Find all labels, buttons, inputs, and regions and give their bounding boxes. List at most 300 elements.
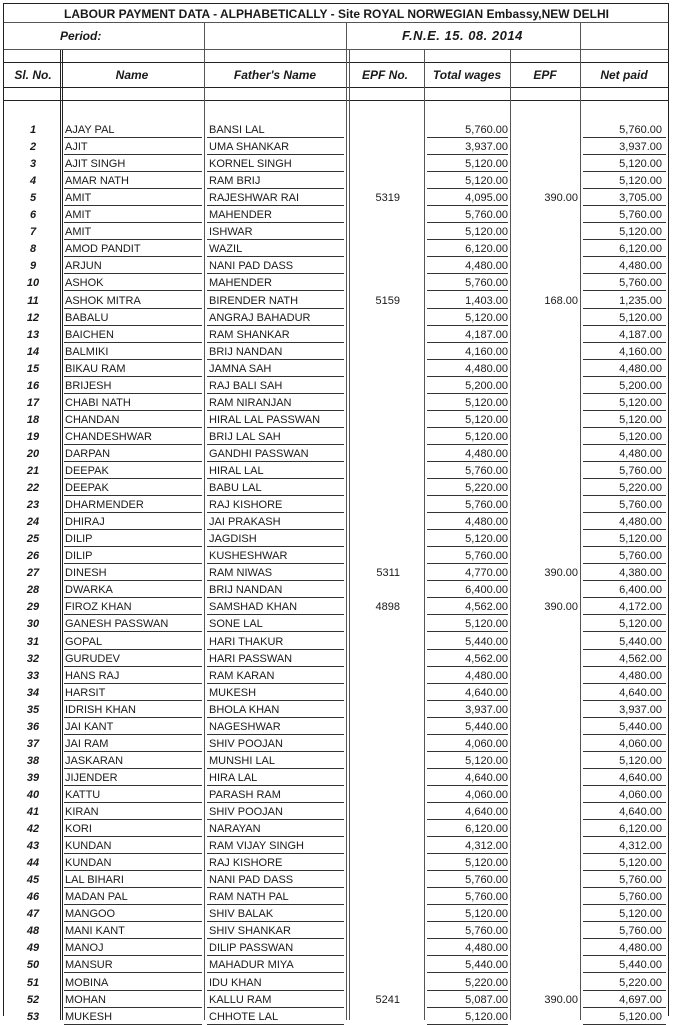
total-wages-cell: 6,120.00: [465, 243, 508, 256]
net-paid-cell: 5,760.00: [619, 277, 662, 290]
table-row: [4, 292, 668, 309]
father-name-cell: MAHENDER: [209, 209, 272, 222]
net-paid-cell: 4,562.00: [619, 652, 662, 665]
table-row: [4, 274, 668, 291]
epf-cell: 390.00: [544, 192, 578, 205]
grid-line: [204, 23, 205, 1020]
epf-cell: 390.00: [544, 993, 578, 1006]
net-paid-cell: 4,172.00: [619, 601, 662, 614]
net-paid-cell: 4,640.00: [619, 806, 662, 818]
father-name-cell: RAM KARAN: [209, 669, 275, 682]
table-row: [4, 530, 668, 547]
total-wages-cell: 5,120.00: [465, 226, 508, 239]
table-row: [4, 172, 668, 189]
table-row: [4, 803, 668, 820]
father-name-cell: KALLU RAM: [209, 993, 272, 1006]
name-cell: BALMIKI: [65, 345, 109, 358]
father-name-cell: RAM SHANKAR: [209, 328, 290, 341]
table-row: [4, 701, 668, 718]
father-name-cell: BHOLA KHAN: [209, 703, 280, 716]
total-wages-cell: 4,160.00: [465, 345, 508, 358]
sl-no-cell: 13: [26, 328, 40, 341]
sl-no-cell: 31: [26, 635, 40, 648]
name-cell: AMIT: [65, 209, 92, 222]
sl-no-cell: 29: [26, 601, 40, 614]
table-row: [4, 343, 668, 360]
name-cell: IDRISH KHAN: [65, 703, 136, 716]
net-paid-cell: 4,480.00: [619, 447, 662, 460]
net-paid-cell: 4,060.00: [619, 737, 662, 750]
total-wages-cell: 5,120.00: [465, 413, 508, 426]
net-paid-cell: 4,380.00: [619, 567, 662, 580]
sl-no-cell: 48: [26, 925, 40, 938]
father-name-cell: WAZIL: [209, 243, 243, 256]
epf-no-cell: 4898: [375, 601, 400, 614]
total-wages-cell: 5,120.00: [465, 754, 508, 767]
spacer-row: [4, 88, 668, 101]
father-name-cell: CHHOTE LAL: [209, 1010, 279, 1023]
epf-no-cell: 5311: [376, 567, 400, 580]
net-paid-cell: 5,120.00: [619, 618, 662, 631]
total-wages-cell: 6,400.00: [465, 584, 508, 597]
total-wages-cell: 4,187.00: [465, 328, 508, 341]
sl-no-cell: 32: [26, 652, 40, 665]
net-paid-cell: 4,640.00: [619, 771, 662, 784]
name-cell: AJIT SINGH: [65, 158, 126, 171]
total-wages-cell: 5,440.00: [465, 635, 508, 648]
total-wages-cell: 3,937.00: [465, 141, 508, 154]
father-name-cell: NANI PAD DASS: [209, 260, 294, 273]
table-row: [4, 786, 668, 803]
sl-no-cell: 15: [26, 362, 40, 375]
table-row: [4, 462, 668, 479]
epf-no-cell: 5319: [375, 192, 400, 205]
total-wages-cell: 4,480.00: [465, 516, 508, 529]
net-paid-cell: 5,120.00: [619, 226, 662, 239]
col-header-sl-no: Sl. No.: [14, 68, 52, 82]
sl-no-cell: 25: [26, 533, 40, 546]
father-name-cell: RAM BRIJ: [209, 175, 261, 188]
table-row: [4, 956, 668, 973]
name-cell: HANS RAJ: [65, 669, 120, 682]
table-row: [4, 445, 668, 462]
sl-no-cell: 46: [26, 891, 40, 904]
father-name-cell: SHIV SHANKAR: [209, 925, 291, 938]
sl-no-cell: 44: [26, 857, 40, 870]
grid-line: [62, 50, 63, 1020]
net-paid-cell: 4,060.00: [619, 788, 662, 801]
sl-no-cell: 41: [26, 806, 40, 818]
father-name-cell: NARAYAN: [209, 823, 261, 836]
net-paid-cell: 4,480.00: [619, 260, 662, 273]
name-cell: JASKARAN: [65, 754, 124, 767]
total-wages-cell: 5,120.00: [465, 430, 508, 443]
net-paid-cell: 5,120.00: [619, 533, 662, 546]
net-paid-cell: 5,440.00: [619, 720, 662, 733]
net-paid-cell: 4,480.00: [619, 362, 662, 375]
net-paid-cell: 5,760.00: [619, 891, 662, 904]
name-cell: ASHOK MITRA: [65, 294, 141, 307]
total-wages-cell: 5,120.00: [465, 311, 508, 324]
father-name-cell: SHIV POOJAN: [209, 806, 283, 818]
table-row: [4, 564, 668, 581]
sl-no-cell: 1: [29, 124, 37, 136]
net-paid-cell: 4,697.00: [619, 993, 662, 1006]
grid-line: [510, 50, 511, 1020]
name-cell: KORI: [65, 823, 92, 836]
sl-no-cell: 50: [26, 959, 40, 972]
net-paid-cell: 5,760.00: [619, 209, 662, 222]
total-wages-cell: 5,440.00: [465, 720, 508, 733]
total-wages-cell: 4,640.00: [465, 686, 508, 699]
grid-line: [60, 50, 61, 1020]
name-cell: JIJENDER: [65, 771, 118, 784]
name-cell: DWARKA: [65, 584, 113, 597]
sl-no-cell: 3: [29, 158, 37, 171]
total-wages-cell: 5,120.00: [465, 618, 508, 631]
total-wages-cell: 5,760.00: [465, 550, 508, 563]
father-name-cell: MAHADUR MIYA: [209, 959, 294, 972]
net-paid-cell: 5,120.00: [619, 908, 662, 921]
blank-row: [4, 50, 668, 63]
table-row: [4, 240, 668, 257]
name-cell: BIKAU RAM: [65, 362, 126, 375]
total-wages-cell: 5,760.00: [465, 891, 508, 904]
father-name-cell: MUNSHI LAL: [209, 754, 276, 767]
father-name-cell: RAJ KISHORE: [209, 857, 283, 870]
sl-no-cell: 8: [29, 243, 37, 256]
father-name-cell: NANI PAD DASS: [209, 874, 294, 887]
father-name-cell: HARI THAKUR: [209, 635, 284, 648]
total-wages-cell: 5,440.00: [465, 959, 508, 972]
sl-no-cell: 33: [26, 669, 40, 682]
father-name-cell: SHIV BALAK: [209, 908, 274, 921]
father-name-cell: RAJ KISHORE: [209, 499, 283, 512]
sl-no-cell: 37: [26, 737, 40, 750]
father-name-cell: JAGDISH: [209, 533, 257, 546]
total-wages-cell: 5,120.00: [465, 396, 508, 409]
sl-no-cell: 4: [29, 175, 37, 188]
table-row: [4, 871, 668, 888]
net-paid-cell: 6,120.00: [619, 823, 662, 836]
sl-no-cell: 51: [26, 976, 40, 989]
name-cell: AMOD PANDIT: [65, 243, 141, 256]
name-cell: DHARMENDER: [65, 499, 144, 512]
table-row: [4, 189, 668, 206]
father-name-cell: KORNEL SINGH: [209, 158, 292, 171]
name-cell: AMIT: [65, 226, 92, 239]
sl-no-cell: 34: [26, 686, 40, 699]
sl-no-cell: 7: [29, 226, 37, 239]
table-row: [4, 888, 668, 905]
total-wages-cell: 5,120.00: [465, 533, 508, 546]
table-row: [4, 394, 668, 411]
father-name-cell: JAMNA SAH: [209, 362, 272, 375]
sl-no-cell: 21: [26, 465, 40, 477]
father-name-cell: ISHWAR: [209, 226, 253, 239]
sheet-title-bar: [4, 4, 668, 23]
net-paid-cell: 5,440.00: [619, 959, 662, 972]
epf-no-cell: 5241: [375, 993, 400, 1006]
name-cell: AJIT: [65, 141, 88, 154]
cell-underline: [427, 1024, 508, 1025]
sl-no-cell: 19: [26, 430, 40, 443]
net-paid-cell: 3,705.00: [619, 192, 662, 205]
sl-no-cell: 40: [26, 788, 40, 801]
name-cell: KATTU: [65, 788, 101, 801]
father-name-cell: BRIJ NANDAN: [209, 584, 283, 597]
sl-no-cell: 9: [29, 260, 37, 273]
name-cell: JAI KANT: [65, 720, 114, 733]
net-paid-cell: 5,120.00: [619, 430, 662, 443]
total-wages-cell: 4,562.00: [465, 652, 508, 665]
sl-no-cell: 17: [26, 396, 40, 409]
sl-no-cell: 6: [29, 209, 37, 222]
epf-cell: 168.00: [544, 294, 578, 307]
sl-no-cell: 26: [26, 550, 40, 563]
father-name-cell: RAM NATH PAL: [209, 891, 289, 904]
grid-line: [424, 50, 425, 1020]
net-paid-cell: 5,120.00: [619, 857, 662, 870]
total-wages-cell: 4,480.00: [465, 447, 508, 460]
period-row: [4, 23, 668, 50]
father-name-cell: BRIJ LAL SAH: [209, 430, 281, 443]
sl-no-cell: 52: [26, 993, 40, 1006]
grid-line: [346, 23, 347, 1020]
grid-line: [580, 23, 581, 1020]
father-name-cell: RAJESHWAR RAI: [209, 192, 300, 205]
col-header-name: Name: [115, 68, 149, 82]
father-name-cell: IDU KHAN: [209, 976, 262, 989]
total-wages-cell: 4,060.00: [465, 788, 508, 801]
col-header-epf: EPF: [533, 68, 557, 82]
father-name-cell: HIRAL LAL: [209, 465, 264, 477]
name-cell: KIRAN: [65, 806, 99, 818]
net-paid-cell: 5,120.00: [619, 1010, 662, 1023]
sl-no-cell: 28: [26, 584, 40, 597]
net-paid-cell: 5,760.00: [619, 925, 662, 938]
name-cell: LAL BIHARI: [65, 874, 124, 887]
cell-underline: [64, 1024, 202, 1025]
total-wages-cell: 5,220.00: [465, 976, 508, 989]
name-cell: MOHAN: [65, 993, 106, 1006]
table-row: [4, 309, 668, 326]
net-paid-cell: 5,760.00: [619, 465, 662, 477]
sl-no-cell: 14: [26, 345, 40, 358]
total-wages-cell: 4,060.00: [465, 737, 508, 750]
net-paid-cell: 5,120.00: [619, 311, 662, 324]
father-name-cell: PARASH RAM: [209, 788, 281, 801]
sl-no-cell: 22: [26, 482, 40, 495]
net-paid-cell: 5,220.00: [619, 482, 662, 495]
table-row: [4, 991, 668, 1008]
name-cell: MUKESH: [65, 1010, 113, 1023]
net-paid-cell: 1,235.00: [619, 294, 662, 307]
sl-no-cell: 42: [26, 823, 40, 836]
name-cell: AJAY PAL: [65, 124, 115, 136]
epf-no-cell: 5159: [375, 294, 400, 307]
table-row: [4, 820, 668, 837]
total-wages-cell: 5,120.00: [465, 1010, 508, 1023]
total-wages-cell: 4,562.00: [465, 601, 508, 614]
name-cell: FIROZ KHAN: [65, 601, 132, 614]
father-name-cell: GANDHI PASSWAN: [209, 447, 309, 460]
table-row: [4, 752, 668, 769]
grid-line: [349, 50, 350, 1020]
net-paid-cell: 4,160.00: [619, 345, 662, 358]
column-header-row: [4, 63, 668, 88]
father-name-cell: KUSHESHWAR: [209, 550, 288, 563]
name-cell: DEEPAK: [65, 465, 109, 477]
net-paid-cell: 5,120.00: [619, 175, 662, 188]
period-value: F.N.E. 15. 08. 2014: [402, 28, 523, 43]
name-cell: BRIJESH: [65, 379, 112, 392]
net-paid-cell: 5,220.00: [619, 976, 662, 989]
sl-no-cell: 23: [26, 499, 40, 512]
father-name-cell: DILIP PASSWAN: [209, 942, 294, 955]
father-name-cell: SHIV POOJAN: [209, 737, 283, 750]
table-row: [4, 547, 668, 564]
name-cell: DEEPAK: [65, 482, 109, 495]
sl-no-cell: 39: [26, 771, 40, 784]
table-row: [4, 479, 668, 496]
father-name-cell: SONE LAL: [209, 618, 263, 631]
total-wages-cell: 5,760.00: [465, 124, 508, 136]
col-header-net-paid: Net paid: [600, 68, 648, 82]
father-name-cell: BIRENDER NATH: [209, 294, 299, 307]
net-paid-cell: 4,480.00: [619, 669, 662, 682]
total-wages-cell: 1,403.00: [465, 294, 508, 307]
name-cell: DARPAN: [65, 447, 111, 460]
net-paid-cell: 5,760.00: [619, 124, 662, 136]
sl-no-cell: 20: [26, 447, 40, 460]
father-name-cell: UMA SHANKAR: [209, 141, 290, 154]
table-row: [4, 223, 668, 240]
table-row: [4, 138, 668, 155]
name-cell: DILIP: [65, 533, 93, 546]
father-name-cell: HIRA LAL: [209, 771, 258, 784]
net-paid-cell: 4,187.00: [619, 328, 662, 341]
name-cell: DHIRAJ: [65, 516, 105, 529]
sl-no-cell: 43: [26, 840, 40, 853]
father-name-cell: RAM VIJAY SINGH: [209, 840, 304, 853]
net-paid-cell: 4,640.00: [619, 686, 662, 699]
table-row: [4, 1008, 668, 1025]
total-wages-cell: 5,220.00: [465, 482, 508, 495]
father-name-cell: BANSI LAL: [209, 124, 265, 136]
sheet-title: LABOUR PAYMENT DATA - ALPHABETICALLY - Site ROYAL NORWEGIAN Embassy,NEW DELHI: [64, 7, 609, 21]
table-row: [4, 326, 668, 343]
sl-no-cell: 27: [26, 567, 40, 580]
name-cell: DINESH: [65, 567, 107, 580]
father-name-cell: BABU LAL: [209, 482, 262, 495]
name-cell: AMAR NATH: [65, 175, 129, 188]
name-cell: ASHOK: [65, 277, 104, 290]
father-name-cell: RAM NIRANJAN: [209, 396, 292, 409]
table-row: [4, 769, 668, 786]
table-row: [4, 581, 668, 598]
net-paid-cell: 5,120.00: [619, 754, 662, 767]
sl-no-cell: 12: [26, 311, 40, 324]
name-cell: DILIP: [65, 550, 93, 563]
table-row: [4, 735, 668, 752]
table-row: [4, 411, 668, 428]
table-row: [4, 667, 668, 684]
table-row: [4, 428, 668, 445]
sl-no-cell: 36: [26, 720, 40, 733]
net-paid-cell: 5,760.00: [619, 550, 662, 563]
total-wages-cell: 5,120.00: [465, 175, 508, 188]
total-wages-cell: 4,480.00: [465, 942, 508, 955]
table-row: [4, 615, 668, 632]
name-cell: GURUDEV: [65, 652, 121, 665]
father-name-cell: ANGRAJ BAHADUR: [209, 311, 311, 324]
period-label: Period:: [60, 29, 102, 43]
net-paid-cell: 4,480.00: [619, 942, 662, 955]
table-row: [4, 633, 668, 650]
net-paid-cell: 5,760.00: [619, 499, 662, 512]
table-row: [4, 155, 668, 172]
name-cell: JAI RAM: [65, 737, 109, 750]
net-paid-cell: 5,440.00: [619, 635, 662, 648]
sl-no-cell: 53: [26, 1010, 40, 1023]
father-name-cell: JAI PRAKASH: [209, 516, 281, 529]
total-wages-cell: 4,480.00: [465, 362, 508, 375]
total-wages-cell: 5,120.00: [465, 857, 508, 870]
net-paid-cell: 5,120.00: [619, 158, 662, 171]
col-header-epf-no: EPF No.: [361, 68, 408, 82]
total-wages-cell: 4,640.00: [465, 771, 508, 784]
sl-no-cell: 38: [26, 754, 40, 767]
total-wages-cell: 4,770.00: [465, 567, 508, 580]
table-row: [4, 598, 668, 615]
payment-sheet: [3, 3, 669, 1023]
name-cell: MANOJ: [65, 942, 104, 955]
total-wages-cell: 4,480.00: [465, 669, 508, 682]
sl-no-cell: 49: [26, 942, 40, 955]
name-cell: KUNDAN: [65, 857, 112, 870]
sl-no-cell: 11: [27, 294, 39, 307]
name-cell: MOBINA: [65, 976, 109, 989]
name-cell: MANI KANT: [65, 925, 125, 938]
name-cell: GANESH PASSWAN: [65, 618, 169, 631]
table-row: [4, 684, 668, 701]
table-row: [4, 121, 668, 138]
sl-no-cell: 5: [29, 192, 37, 205]
sl-no-cell: 47: [26, 908, 40, 921]
sl-no-cell: 35: [26, 703, 40, 716]
cell-underline: [583, 1024, 666, 1025]
total-wages-cell: 5,120.00: [465, 158, 508, 171]
sl-no-cell: 2: [29, 141, 37, 154]
total-wages-cell: 5,087.00: [465, 993, 508, 1006]
epf-cell: 390.00: [544, 567, 578, 580]
name-cell: BAICHEN: [65, 328, 114, 341]
total-wages-cell: 5,760.00: [465, 499, 508, 512]
sl-no-cell: 10: [26, 277, 40, 290]
net-paid-cell: 3,937.00: [619, 703, 662, 716]
net-paid-cell: 5,200.00: [619, 379, 662, 392]
net-paid-cell: 4,480.00: [619, 516, 662, 529]
total-wages-cell: 4,095.00: [465, 192, 508, 205]
name-cell: AMIT: [65, 192, 92, 205]
sl-no-cell: 24: [26, 516, 40, 529]
name-cell: MANSUR: [65, 959, 113, 972]
table-row: [4, 496, 668, 513]
father-name-cell: SAMSHAD KHAN: [209, 601, 298, 614]
name-cell: BABALU: [65, 311, 109, 324]
epf-cell: 390.00: [544, 601, 578, 614]
